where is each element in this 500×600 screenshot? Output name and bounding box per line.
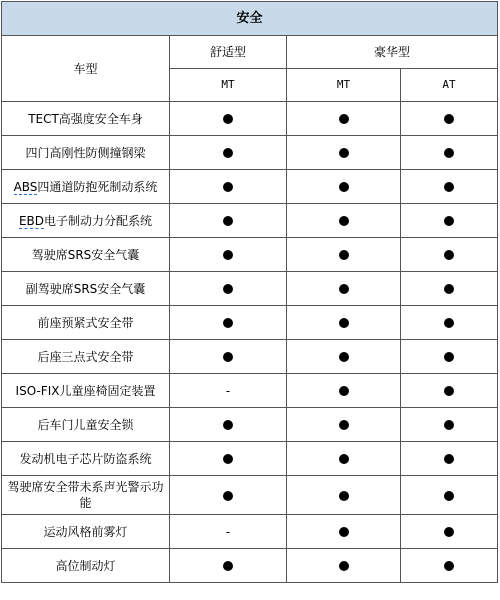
table-row <box>2 204 498 238</box>
availability-cell <box>170 204 287 238</box>
table-row <box>2 102 498 136</box>
availability-cell <box>170 515 287 549</box>
feature-name: 发动机电子芯片防盗系统 <box>2 442 170 476</box>
table-row <box>2 515 498 549</box>
availability-cell <box>287 340 401 374</box>
table-row <box>2 272 498 306</box>
availability-cell <box>170 306 287 340</box>
standard-dot-icon <box>444 352 454 362</box>
standard-dot-icon <box>444 182 454 192</box>
standard-dot-icon <box>223 284 233 294</box>
table-row <box>2 340 498 374</box>
standard-dot-icon <box>223 352 233 362</box>
standard-dot-icon <box>444 527 454 537</box>
standard-dot-icon <box>339 148 349 158</box>
table-row <box>2 306 498 340</box>
availability-cell <box>401 306 498 340</box>
table-row <box>2 549 498 583</box>
availability-cell <box>287 476 401 515</box>
standard-dot-icon <box>339 182 349 192</box>
availability-cell <box>170 340 287 374</box>
feature-name: 后座三点式安全带 <box>2 340 170 374</box>
standard-dot-icon <box>223 420 233 430</box>
standard-dot-icon <box>339 491 349 501</box>
standard-dot-icon <box>339 318 349 328</box>
table-row <box>2 374 498 408</box>
availability-cell <box>287 515 401 549</box>
availability-cell <box>287 442 401 476</box>
availability-cell <box>170 102 287 136</box>
availability-cell <box>401 238 498 272</box>
feature-name: 高位制动灯 <box>2 549 170 583</box>
table-row <box>2 476 498 515</box>
standard-dot-icon <box>339 527 349 537</box>
header-row <box>2 36 498 69</box>
standard-dot-icon <box>339 420 349 430</box>
availability-cell <box>401 442 498 476</box>
table-row <box>2 170 498 204</box>
feature-name <box>2 170 170 204</box>
availability-cell <box>401 272 498 306</box>
standard-dot-icon <box>223 250 233 260</box>
feature-name: 驾驶席SRS安全气囊 <box>2 238 170 272</box>
availability-cell <box>401 136 498 170</box>
standard-dot-icon <box>223 454 233 464</box>
not-available-dash: - <box>225 383 231 398</box>
standard-dot-icon <box>339 114 349 124</box>
availability-cell <box>401 170 498 204</box>
standard-dot-icon <box>339 561 349 571</box>
comfort-trim-header: 舒适型 <box>170 36 287 69</box>
standard-dot-icon <box>223 318 233 328</box>
availability-cell <box>170 272 287 306</box>
availability-cell <box>170 136 287 170</box>
standard-dot-icon <box>444 250 454 260</box>
standard-dot-icon <box>339 216 349 226</box>
availability-cell <box>287 549 401 583</box>
availability-cell <box>287 374 401 408</box>
availability-cell <box>170 442 287 476</box>
table-row <box>2 442 498 476</box>
standard-dot-icon <box>444 386 454 396</box>
standard-dot-icon <box>444 216 454 226</box>
feature-name-rest: 四通道防抱死制动系统 <box>37 179 158 194</box>
standard-dot-icon <box>444 491 454 501</box>
availability-cell <box>401 549 498 583</box>
availability-cell <box>287 170 401 204</box>
standard-dot-icon <box>444 284 454 294</box>
table-title: 安全 <box>2 2 498 36</box>
feature-name: ISO-FIX儿童座椅固定装置 <box>2 374 170 408</box>
standard-dot-icon <box>223 216 233 226</box>
availability-cell <box>170 408 287 442</box>
standard-dot-icon <box>223 148 233 158</box>
availability-cell <box>287 272 401 306</box>
table-row <box>2 136 498 170</box>
standard-dot-icon <box>444 454 454 464</box>
availability-cell <box>170 170 287 204</box>
feature-name: 后车门儿童安全锁 <box>2 408 170 442</box>
availability-cell <box>170 476 287 515</box>
model-label: 车型 <box>2 36 170 102</box>
standard-dot-icon <box>223 491 233 501</box>
feature-abbreviation: ABS <box>13 179 38 194</box>
standard-dot-icon <box>223 182 233 192</box>
standard-dot-icon <box>444 561 454 571</box>
feature-name-rest: 电子制动力分配系统 <box>44 213 153 228</box>
standard-dot-icon <box>444 318 454 328</box>
standard-dot-icon <box>444 148 454 158</box>
safety-spec-table <box>1 1 498 583</box>
standard-dot-icon <box>339 454 349 464</box>
table-row <box>2 408 498 442</box>
feature-name: 驾驶席安全带未系声光警示功能 <box>2 476 170 515</box>
availability-cell <box>287 136 401 170</box>
availability-cell <box>401 476 498 515</box>
standard-dot-icon <box>223 114 233 124</box>
availability-cell <box>401 374 498 408</box>
feature-name: 运动风格前雾灯 <box>2 515 170 549</box>
feature-abbreviation: EBD <box>18 213 45 228</box>
standard-dot-icon <box>223 561 233 571</box>
luxury-trim-header: 豪华型 <box>287 36 498 69</box>
availability-cell <box>401 515 498 549</box>
transmission-label: MT <box>170 69 287 102</box>
standard-dot-icon <box>444 420 454 430</box>
standard-dot-icon <box>339 284 349 294</box>
availability-cell <box>287 102 401 136</box>
availability-cell <box>401 204 498 238</box>
table-row <box>2 238 498 272</box>
availability-cell <box>287 306 401 340</box>
transmission-label: MT <box>287 69 401 102</box>
standard-dot-icon <box>444 114 454 124</box>
availability-cell <box>287 204 401 238</box>
availability-cell <box>287 408 401 442</box>
standard-dot-icon <box>339 250 349 260</box>
availability-cell <box>170 549 287 583</box>
not-available-dash: - <box>225 524 231 539</box>
transmission-label: AT <box>401 69 498 102</box>
feature-name <box>2 204 170 238</box>
availability-cell <box>401 340 498 374</box>
table-title-row <box>2 2 498 36</box>
feature-name: 四门高刚性防侧撞钢梁 <box>2 136 170 170</box>
feature-name: TECT高强度安全车身 <box>2 102 170 136</box>
availability-cell <box>170 374 287 408</box>
feature-name: 副驾驶席SRS安全气囊 <box>2 272 170 306</box>
availability-cell <box>170 238 287 272</box>
availability-cell <box>401 102 498 136</box>
availability-cell <box>401 408 498 442</box>
standard-dot-icon <box>339 352 349 362</box>
availability-cell <box>287 238 401 272</box>
feature-name: 前座预紧式安全带 <box>2 306 170 340</box>
standard-dot-icon <box>339 386 349 396</box>
